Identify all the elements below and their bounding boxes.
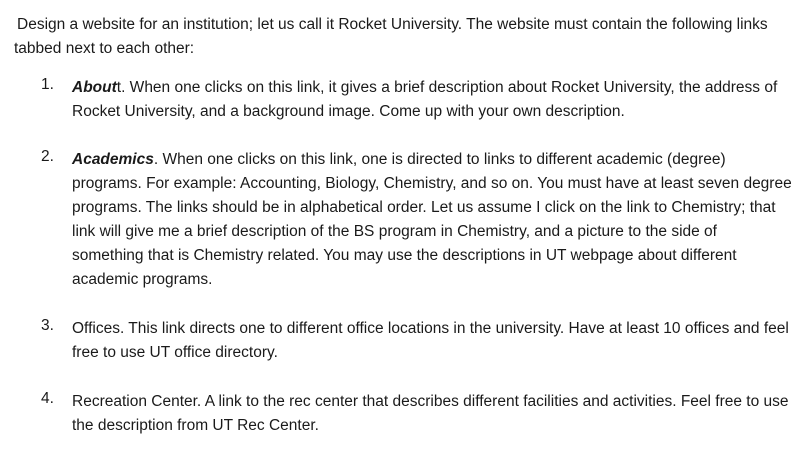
list-number: 1. xyxy=(41,76,54,93)
list-item-text xyxy=(72,148,792,292)
list-item-text xyxy=(72,76,792,124)
item-lead: About xyxy=(72,79,117,96)
list-number: 3. xyxy=(41,317,54,334)
item-lead: Academics xyxy=(72,151,154,168)
list-item-text: Recreation Center. A link to the rec center that describes different facilities and activities. Feel free to use the description from UT Rec Center. xyxy=(72,393,789,434)
intro-paragraph: Design a website for an institution; let us call it Rocket University. The website must contain the following links tabbed next to each other: xyxy=(14,16,768,57)
list-item-text: Offices. This link directs one to different office locations in the university. Have at least 10 offices and feel free to use UT office directory. xyxy=(72,320,789,361)
list-number: 2. xyxy=(41,148,54,165)
item-description: t. When one clicks on this link, it gives a brief description about Rocket University, the address of Rocket University, and a background image. Come up with your own description. xyxy=(72,79,778,120)
item-description: . When one clicks on this link, one is directed to links to different academic (degree) programs. For example: Accounting, Biology, Chemistry, and so on. You must have at least seven degree programs. The links should be in alphabetical order. Let us assume I click on the link to Chemistry; that link will give me a brief description of the BS program in Chemistry, and a picture to the side of something that is Chemistry related. You may use the descriptions in UT webpage about different academic programs. xyxy=(72,151,792,288)
list-number: 4. xyxy=(41,390,54,407)
